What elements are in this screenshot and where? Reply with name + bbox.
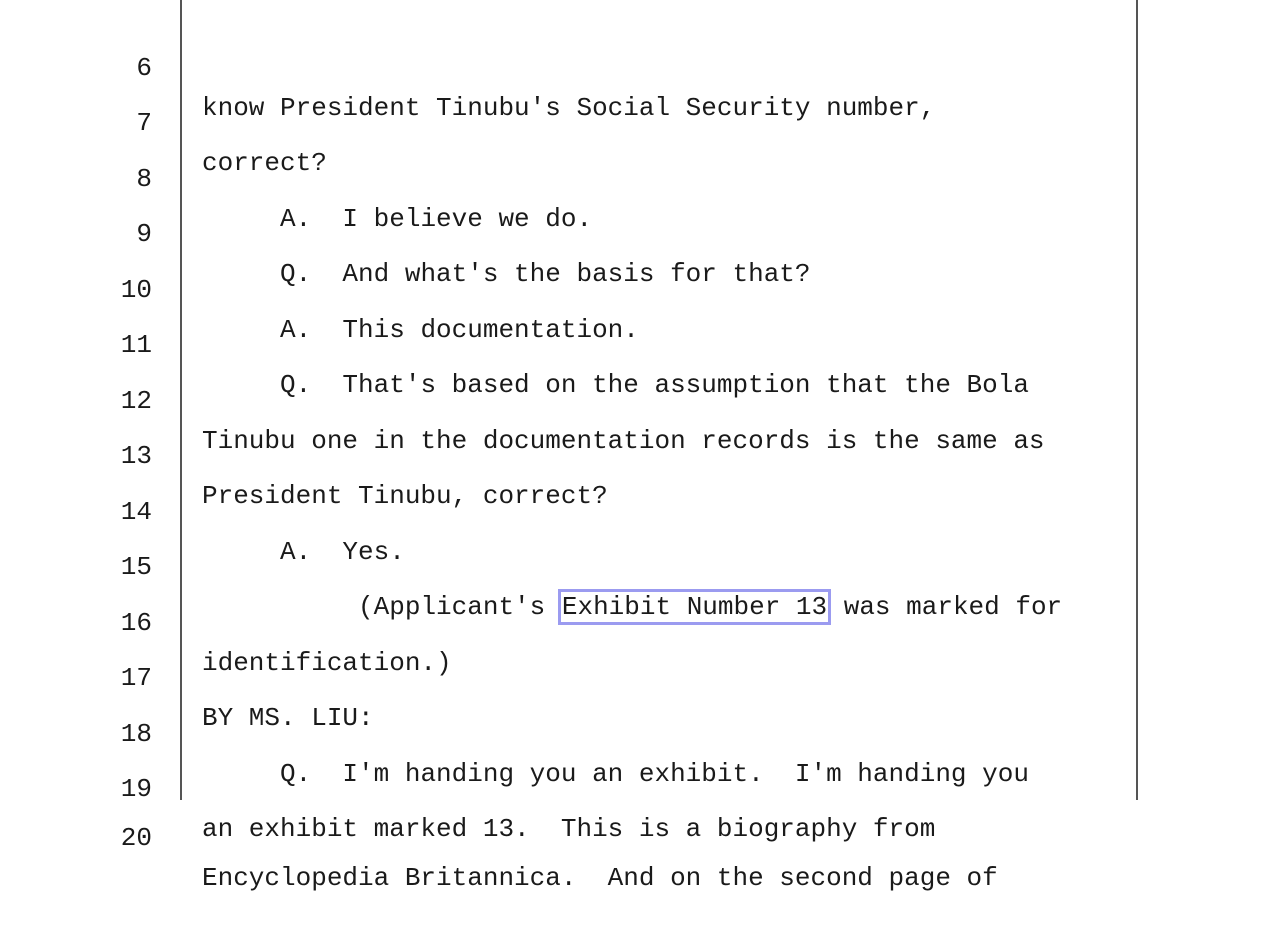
line-text: Q. I'm handing you an exhibit. I'm handing you — [280, 759, 1029, 789]
line-number: 11 — [120, 330, 152, 360]
transcript-line — [0, 8, 1275, 123]
line-number: 9 — [136, 219, 152, 249]
line-number: 13 — [120, 441, 152, 471]
line-text: an exhibit marked 13. This is a biography from — [202, 814, 936, 844]
line-text: Encyclopedia Britannica. And on the second page of — [202, 863, 998, 893]
line-text: identification.) — [202, 648, 452, 678]
line-number: 19 — [120, 774, 152, 804]
line-text: A. I believe we do. — [280, 204, 593, 234]
line-number: 12 — [120, 386, 152, 416]
line-text: President Tinubu, correct? — [202, 481, 608, 511]
line-text: Tinubu one in the documentation records is the same as — [202, 426, 1045, 456]
line-text: correct? — [202, 148, 327, 178]
line-number: 16 — [120, 608, 152, 638]
line-number: 8 — [136, 164, 152, 194]
line-text: BY MS. LIU: — [202, 703, 374, 733]
line-text: A. This documentation. — [280, 315, 639, 345]
line-text: (Applicant's Exhibit Number 13 was marked for — [358, 592, 1063, 622]
line-number: 18 — [120, 719, 152, 749]
line-number: 7 — [136, 108, 152, 138]
line-number: 6 — [136, 53, 152, 83]
line-text: A. Yes. — [280, 537, 405, 567]
line-number: 15 — [120, 552, 152, 582]
line-number: 20 — [120, 823, 152, 853]
line-text: know President Tinubu's Social Security number, — [202, 93, 936, 123]
line-number: 17 — [120, 663, 152, 693]
line-number: 10 — [120, 275, 152, 305]
line-text: Q. That's based on the assumption that the Bola — [280, 370, 1029, 400]
exhibit-highlight[interactable]: Exhibit Number 13 — [561, 592, 828, 622]
line-text: Q. And what's the basis for that? — [280, 259, 811, 289]
line-number: 14 — [120, 497, 152, 527]
